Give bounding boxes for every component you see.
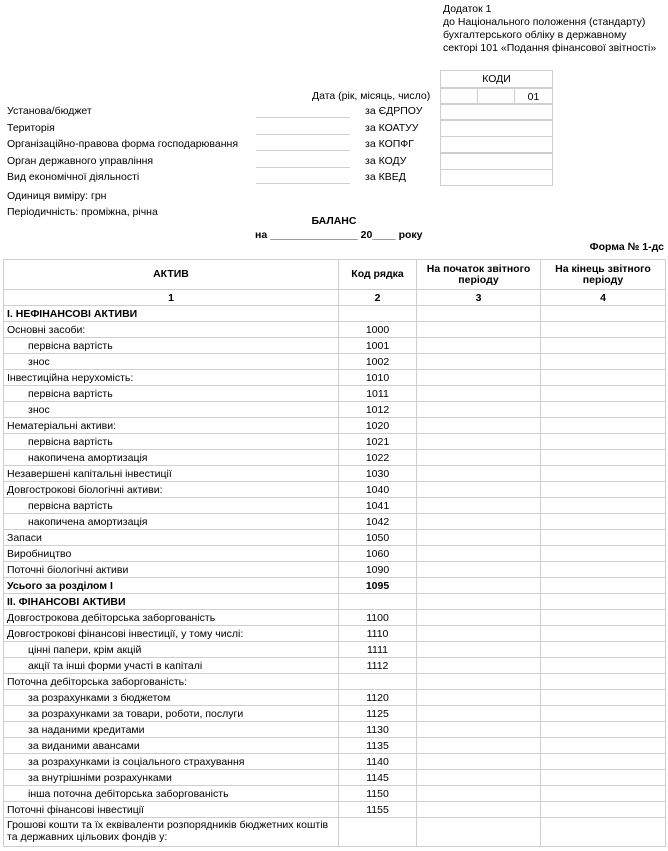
- value-period-end[interactable]: [541, 770, 666, 786]
- header-field-code-box[interactable]: [440, 169, 553, 186]
- table-row: [4, 770, 666, 786]
- table-row: [4, 674, 666, 690]
- table-row: [4, 466, 666, 482]
- row-code: 1002: [339, 354, 417, 370]
- value-period-start[interactable]: [417, 466, 541, 482]
- row-code: 1050: [339, 530, 417, 546]
- codes-title: КОДИ: [440, 70, 553, 88]
- row-label: Довгострокові фінансові інвестиції, у тому числі:: [4, 626, 339, 642]
- row-label: Поточні фінансові інвестиції: [4, 802, 339, 818]
- row-label: за розрахунками з бюджетом: [4, 690, 339, 706]
- value-period-end[interactable]: [541, 402, 666, 418]
- value-period-start[interactable]: [417, 402, 541, 418]
- value-period-start[interactable]: [417, 498, 541, 514]
- row-code: 1112: [339, 658, 417, 674]
- header-field-label: Установа/бюджет: [7, 105, 92, 117]
- value-period-start[interactable]: [417, 530, 541, 546]
- row-code: [339, 306, 417, 322]
- row-code: [339, 818, 417, 847]
- row-label: за наданими кредитами: [4, 722, 339, 738]
- header-asset: АКТИВ: [4, 260, 339, 290]
- value-period-end[interactable]: [541, 594, 666, 610]
- row-code: 1145: [339, 770, 417, 786]
- table-row: [4, 546, 666, 562]
- row-label: інша поточна дебіторська заборгованість: [4, 786, 339, 802]
- table-row: [4, 706, 666, 722]
- header-field-input-line[interactable]: [256, 134, 350, 135]
- table-row: [4, 418, 666, 434]
- value-period-start[interactable]: [417, 322, 541, 338]
- periodicity: Періодичність: проміжна, річна: [7, 206, 158, 218]
- table-row: [4, 402, 666, 418]
- header-field-input-line[interactable]: [256, 117, 350, 118]
- row-label: Усього за розділом I: [4, 578, 339, 594]
- row-code: 1042: [339, 514, 417, 530]
- row-label: первісна вартість: [4, 338, 339, 354]
- value-period-start[interactable]: [417, 754, 541, 770]
- row-label: за виданими авансами: [4, 738, 339, 754]
- table-column-numbers-row: [4, 290, 666, 306]
- row-code: 1012: [339, 402, 417, 418]
- row-label: Поточна дебіторська заборгованість:: [4, 674, 339, 690]
- value-period-end[interactable]: [541, 626, 666, 642]
- value-period-start[interactable]: [417, 786, 541, 802]
- value-period-start[interactable]: [417, 738, 541, 754]
- value-period-end[interactable]: [541, 706, 666, 722]
- row-label: накопичена амортизація: [4, 514, 339, 530]
- value-period-start[interactable]: [417, 546, 541, 562]
- table-row: [4, 434, 666, 450]
- table-row: [4, 354, 666, 370]
- row-label: I. НЕФІНАНСОВІ АКТИВИ: [4, 306, 339, 322]
- table-row: [4, 802, 666, 818]
- row-code: 1090: [339, 562, 417, 578]
- table-row: [4, 610, 666, 626]
- row-code: 1040: [339, 482, 417, 498]
- row-code: 1140: [339, 754, 417, 770]
- value-period-start[interactable]: [417, 562, 541, 578]
- row-code: 1060: [339, 546, 417, 562]
- value-period-end[interactable]: [541, 530, 666, 546]
- value-period-end[interactable]: [541, 722, 666, 738]
- value-period-end[interactable]: [541, 818, 666, 847]
- value-period-end[interactable]: [541, 498, 666, 514]
- header-row-code: Код рядка: [339, 260, 417, 290]
- table-row: [4, 722, 666, 738]
- table-row: [4, 786, 666, 802]
- value-period-end[interactable]: [541, 354, 666, 370]
- table-row: [4, 370, 666, 386]
- row-code: 1020: [339, 418, 417, 434]
- value-period-end[interactable]: [541, 514, 666, 530]
- table-header-row: [4, 260, 666, 290]
- value-period-end[interactable]: [541, 786, 666, 802]
- header-field-input-line[interactable]: [256, 183, 350, 184]
- value-period-end[interactable]: [541, 338, 666, 354]
- value-period-end[interactable]: [541, 754, 666, 770]
- header-field-code-box[interactable]: [440, 136, 553, 153]
- row-label: Нематеріальні активи:: [4, 418, 339, 434]
- row-label: Запаси: [4, 530, 339, 546]
- date-day-cell[interactable]: 01: [514, 88, 553, 105]
- table-row: [4, 498, 666, 514]
- value-period-start[interactable]: [417, 594, 541, 610]
- row-code: 1000: [339, 322, 417, 338]
- value-period-start[interactable]: [417, 802, 541, 818]
- table-row: [4, 322, 666, 338]
- value-period-end[interactable]: [541, 450, 666, 466]
- header-field-code-label: за КОПФГ: [365, 138, 414, 150]
- row-label: Поточні біологічні активи: [4, 562, 339, 578]
- header-field-label: Організаційно-правова форма господарювання: [7, 138, 238, 150]
- row-label: акції та інші форми участі в капіталі: [4, 658, 339, 674]
- value-period-start[interactable]: [417, 370, 541, 386]
- row-code: 1130: [339, 722, 417, 738]
- value-period-end[interactable]: [541, 658, 666, 674]
- header-field-input-line[interactable]: [256, 167, 350, 168]
- value-period-start[interactable]: [417, 610, 541, 626]
- value-period-start[interactable]: [417, 386, 541, 402]
- value-period-end[interactable]: [541, 418, 666, 434]
- table-row: [4, 642, 666, 658]
- header-field-label: Орган державного управління: [7, 155, 154, 167]
- column-number-3: 3: [417, 290, 541, 306]
- row-code: 1110: [339, 626, 417, 642]
- row-label: знос: [4, 402, 339, 418]
- table-row: [4, 306, 666, 322]
- balance-table-body: [4, 306, 666, 847]
- value-period-start[interactable]: [417, 418, 541, 434]
- header-period-start: На початок звітного періоду: [417, 260, 541, 290]
- header-field-label: Вид економічної діяльності: [7, 171, 140, 183]
- table-row: [4, 658, 666, 674]
- row-code: 1125: [339, 706, 417, 722]
- value-period-start[interactable]: [417, 450, 541, 466]
- row-code: 1030: [339, 466, 417, 482]
- value-period-end[interactable]: [541, 434, 666, 450]
- row-label: первісна вартість: [4, 386, 339, 402]
- row-code: 1095: [339, 578, 417, 594]
- value-period-end[interactable]: [541, 370, 666, 386]
- row-label: за внутрішніми розрахунками: [4, 770, 339, 786]
- column-number-1: 1: [4, 290, 339, 306]
- header-field-code-label: за ЄДРПОУ: [365, 105, 423, 117]
- header-field-code-label: за КОДУ: [365, 155, 407, 167]
- table-row: [4, 338, 666, 354]
- balance-title: БАЛАНС: [311, 215, 357, 227]
- row-code: [339, 674, 417, 690]
- value-period-end[interactable]: [541, 306, 666, 322]
- row-code: 1011: [339, 386, 417, 402]
- row-label: Грошові кошти та їх еквіваленти розпорядників бюджетних коштів та державних цільових фондів у:: [4, 818, 339, 847]
- row-label: II. ФІНАНСОВІ АКТИВИ: [4, 594, 339, 610]
- value-period-end[interactable]: [541, 610, 666, 626]
- table-row: [4, 818, 666, 847]
- row-label: Незавершені капітальні інвестиції: [4, 466, 339, 482]
- row-label: Довгострокова дебіторська заборгованість: [4, 610, 339, 626]
- row-code: 1010: [339, 370, 417, 386]
- value-period-start[interactable]: [417, 770, 541, 786]
- row-code: 1155: [339, 802, 417, 818]
- annex-line-1: Додаток 1: [443, 3, 492, 15]
- value-period-end[interactable]: [541, 386, 666, 402]
- row-label: знос: [4, 354, 339, 370]
- row-label: Інвестиційна нерухомість:: [4, 370, 339, 386]
- value-period-end[interactable]: [541, 578, 666, 594]
- value-period-start[interactable]: [417, 578, 541, 594]
- value-period-end[interactable]: [541, 546, 666, 562]
- row-label: накопичена амортизація: [4, 450, 339, 466]
- row-label: Виробництво: [4, 546, 339, 562]
- column-number-2: 2: [339, 290, 417, 306]
- date-label: Дата (рік, місяць, число): [312, 90, 431, 102]
- row-code: 1041: [339, 498, 417, 514]
- row-label: первісна вартість: [4, 498, 339, 514]
- annex-note: [443, 3, 665, 55]
- value-period-start[interactable]: [417, 354, 541, 370]
- row-code: 1001: [339, 338, 417, 354]
- header-field-input-line[interactable]: [256, 150, 350, 151]
- row-label: Довгострокові біологічні активи:: [4, 482, 339, 498]
- value-period-start[interactable]: [417, 514, 541, 530]
- header-period-end: На кінець звітного періоду: [541, 260, 666, 290]
- value-period-start[interactable]: [417, 722, 541, 738]
- row-code: [339, 594, 417, 610]
- table-row: [4, 386, 666, 402]
- row-label: за розрахунками за товари, роботи, послуги: [4, 706, 339, 722]
- row-label: за розрахунками із соціального страхування: [4, 754, 339, 770]
- annex-line-2: до Національного положення (стандарту): [443, 16, 646, 28]
- annex-line-3: бухгалтерського обліку в державному: [443, 29, 627, 41]
- row-code: 1111: [339, 642, 417, 658]
- table-row: [4, 594, 666, 610]
- value-period-start[interactable]: [417, 306, 541, 322]
- column-number-4: 4: [541, 290, 666, 306]
- value-period-start[interactable]: [417, 818, 541, 847]
- table-row: [4, 578, 666, 594]
- header-field-code-box[interactable]: [440, 153, 553, 170]
- balance-table: [3, 259, 666, 847]
- value-period-end[interactable]: [541, 466, 666, 482]
- value-period-start[interactable]: [417, 434, 541, 450]
- row-code: 1100: [339, 610, 417, 626]
- header-field-code-label: за КВЕД: [365, 171, 406, 183]
- table-row: [4, 530, 666, 546]
- value-period-start[interactable]: [417, 338, 541, 354]
- value-period-end[interactable]: [541, 642, 666, 658]
- value-period-end[interactable]: [541, 738, 666, 754]
- table-row: [4, 514, 666, 530]
- value-period-start[interactable]: [417, 642, 541, 658]
- row-label: цінні папери, крім акцій: [4, 642, 339, 658]
- value-period-end[interactable]: [541, 482, 666, 498]
- table-row: [4, 482, 666, 498]
- unit-of-measure: Одиниця виміру: грн: [7, 190, 107, 202]
- row-code: 1021: [339, 434, 417, 450]
- header-field-label: Територія: [7, 122, 55, 134]
- row-code: 1135: [339, 738, 417, 754]
- value-period-start[interactable]: [417, 674, 541, 690]
- row-label: Основні засоби:: [4, 322, 339, 338]
- row-code: 1120: [339, 690, 417, 706]
- form-number: Форма № 1-дс: [589, 241, 664, 253]
- header-field-code-label: за КОАТУУ: [365, 122, 419, 134]
- value-period-end[interactable]: [541, 690, 666, 706]
- table-row: [4, 690, 666, 706]
- value-period-start[interactable]: [417, 706, 541, 722]
- row-label: первісна вартість: [4, 434, 339, 450]
- value-period-start[interactable]: [417, 482, 541, 498]
- table-row: [4, 754, 666, 770]
- value-period-start[interactable]: [417, 658, 541, 674]
- row-code: 1150: [339, 786, 417, 802]
- header-field-code-box[interactable]: [440, 120, 553, 137]
- table-row: [4, 626, 666, 642]
- table-row: [4, 450, 666, 466]
- balance-date-line: на _______________ 20____ року: [255, 229, 423, 241]
- annex-line-4: секторі 101 «Подання фінансової звітності»: [443, 42, 657, 54]
- value-period-end[interactable]: [541, 674, 666, 690]
- header-field-code-box[interactable]: [440, 103, 553, 120]
- table-row: [4, 562, 666, 578]
- value-period-end[interactable]: [541, 322, 666, 338]
- table-row: [4, 738, 666, 754]
- value-period-start[interactable]: [417, 690, 541, 706]
- value-period-end[interactable]: [541, 562, 666, 578]
- row-code: 1022: [339, 450, 417, 466]
- value-period-start[interactable]: [417, 626, 541, 642]
- value-period-end[interactable]: [541, 802, 666, 818]
